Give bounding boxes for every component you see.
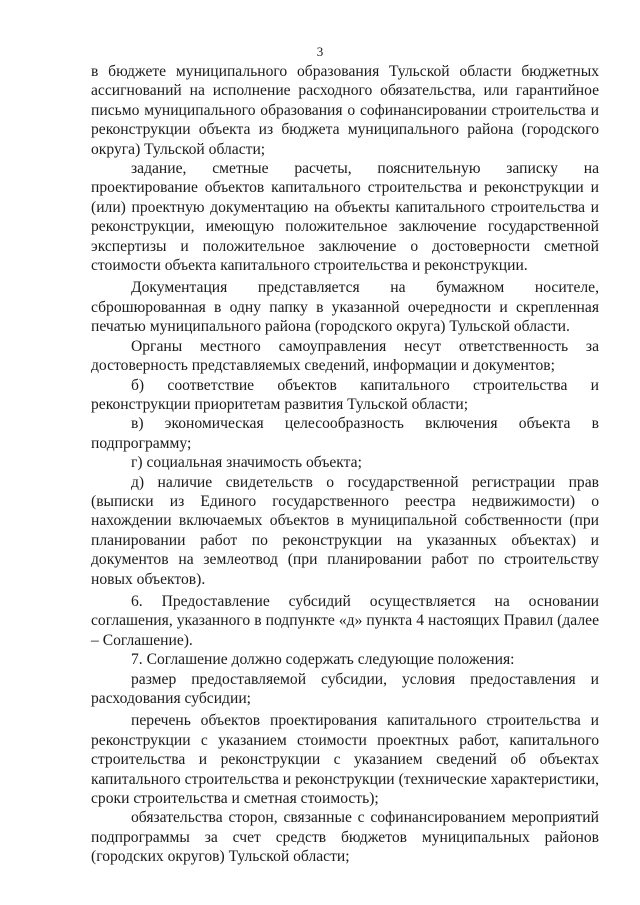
paragraph-local-authority-responsibility: Органы местного самоуправления несут ответственность за достоверность представляемых сведений, информации и документов;: [91, 337, 599, 375]
paragraph-obligations: обязательства сторон, связанные с софинансированием мероприятий подпрограммы за счет средств бюджетов муниципальных районов (городских округов) Тульской области;: [91, 809, 599, 866]
document-body: [91, 62, 599, 867]
paragraph-object-list: перечень объектов проектирования капитального строительства и реконструкции с указанием стоимости проектных работ, капитального строительства и реконструкции с указанием сведений об объектах капитального строительства и реконструкции (технические характеристики, сроки строительства и сметная стоимость);: [91, 712, 599, 808]
page-number: 3: [316, 44, 324, 59]
paragraph-item-d: д) наличие свидетельств о государственной регистрации прав (выписки из Единого государственного реестра недвижимости) о нахождении включаемых объектов в муниципальной собственности (при планировании работ по реконструкции на указанных объектах) и документов на землеотвод (при планировании работ по строительству новых объектов).: [91, 473, 599, 588]
paragraph-documentation-format: Документация представляется на бумажном носителе, сброшюрованная в одну папку в указанной очередности и скрепленная печатью муниципального района (городского округа) Тульской области.: [91, 279, 599, 336]
paragraph-item-v: в) экономическая целесообразность включения объекта в подпрограмму;: [91, 415, 599, 452]
paragraph-clause-6: 6. Предоставление субсидий осуществляется на основании соглашения, указанного в подпункте «д» пункта 4 настоящих Правил (далее – Соглашение).: [91, 592, 599, 649]
paragraph-budget-allocations: в бюджете муниципального образования Тульской области бюджетных ассигнований на исполнение расходного обязательства, или гарантийное письмо муниципального образования о софинансировании строительства и реконструкции объекта из бюджета муниципального района (городского округа) Тульской области;: [91, 63, 599, 158]
paragraph-subsidy-amount: размер предоставляемой субсидии, условия предоставления и расходования субсидии;: [91, 670, 599, 707]
paragraph-clause-7: 7. Соглашение должно содержать следующие положения:: [131, 651, 515, 669]
paragraph-design-assignment: задание, сметные расчеты, пояснительную записку на проектирование объектов капитального строительства и реконструкции и (или) проектную документацию на объекты капитального строительства и реконструкции, имеющую положительное заключение государственной экспертизы и положительное заключение о достоверности сметной стоимости объекта капитального строительства и реконструкции.: [91, 160, 599, 275]
paragraph-item-g: г) социальная значимость объекта;: [131, 454, 362, 472]
paragraph-item-b: б) соответствие объектов капитального строительства и реконструкции приоритетам развития Тульской области;: [91, 376, 599, 413]
